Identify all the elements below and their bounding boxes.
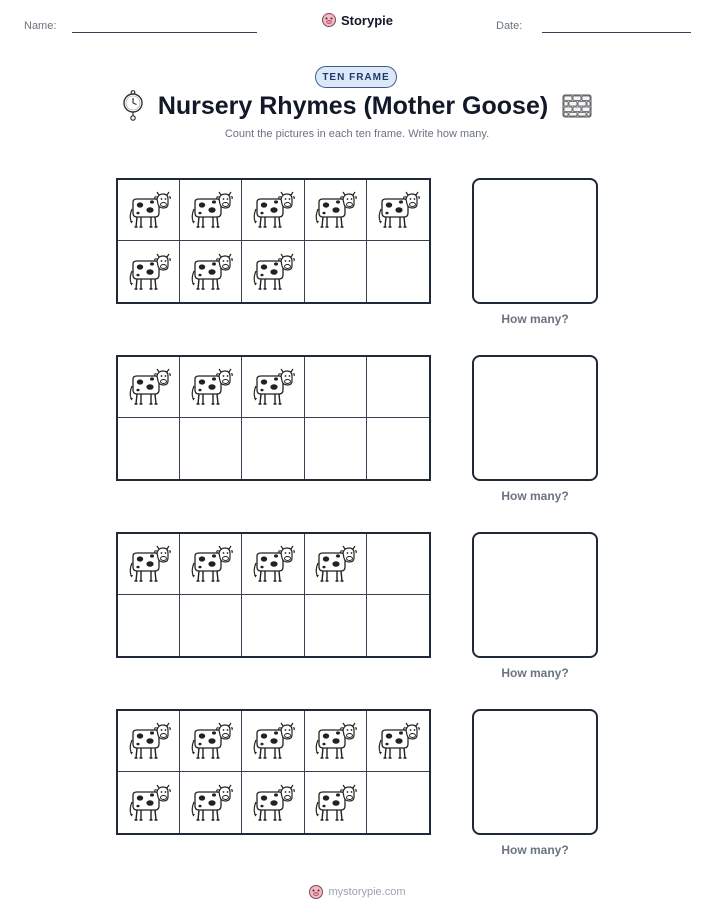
cow-icon <box>250 190 296 230</box>
ten-frame-1 <box>116 178 431 304</box>
cow-icon <box>126 721 172 761</box>
cow-icon <box>375 721 421 761</box>
stone-wall-icon <box>562 94 592 118</box>
ten-frame-cell <box>367 595 429 656</box>
ten-frame-cell <box>180 534 242 595</box>
brand-name: Storypie <box>340 12 393 28</box>
ten-frame-cell <box>118 241 180 302</box>
cow-icon <box>250 783 296 823</box>
ten-frame-cell <box>118 595 180 656</box>
ten-frame-cell <box>367 534 429 595</box>
ten-frame-cell <box>118 180 180 241</box>
ten-frame-cell <box>305 595 367 656</box>
ten-frame-cell <box>242 711 304 772</box>
cow-icon <box>250 367 296 407</box>
name-label: Name: <box>24 20 57 32</box>
ten-frame-cell <box>305 180 367 241</box>
cow-icon <box>250 721 296 761</box>
ten-frame-cell <box>242 418 304 479</box>
cow-icon <box>312 544 358 584</box>
ten-frame-cell <box>242 772 304 833</box>
how-many-label-3: How many? <box>501 666 569 680</box>
title-row <box>0 90 714 122</box>
ten-frame-cell <box>242 241 304 302</box>
brand-logo <box>0 12 714 28</box>
answer-box-1[interactable] <box>472 178 598 304</box>
cow-icon <box>188 367 234 407</box>
answer-box-2[interactable] <box>472 355 598 481</box>
ten-frame-2 <box>116 355 431 481</box>
cow-icon <box>126 544 172 584</box>
cow-icon <box>312 721 358 761</box>
cow-icon <box>126 190 172 230</box>
ten-frame-cell <box>180 595 242 656</box>
ten-frame-cell <box>180 357 242 418</box>
cow-icon <box>250 252 296 292</box>
ten-frame-cell <box>118 534 180 595</box>
how-many-label-4: How many? <box>501 843 569 857</box>
cow-icon <box>126 367 172 407</box>
ten-frame-cell <box>367 241 429 302</box>
page-title: Nursery Rhymes (Mother Goose) <box>157 91 549 120</box>
ten-frame-cell <box>180 418 242 479</box>
ten-frame-cell <box>180 711 242 772</box>
ten-frame-4 <box>116 709 431 835</box>
ten-frame-badge: TEN FRAME <box>315 66 397 88</box>
ten-frame-cell <box>242 357 304 418</box>
answer-box-4[interactable] <box>472 709 598 835</box>
ten-frame-cell <box>305 241 367 302</box>
cow-icon <box>126 783 172 823</box>
cow-icon <box>188 721 234 761</box>
ten-frame-cell <box>305 418 367 479</box>
ten-frame-cell <box>118 772 180 833</box>
footer-site: mystorypie.com <box>328 886 406 898</box>
ten-frame-cell <box>242 180 304 241</box>
ten-frame-cell <box>118 418 180 479</box>
ten-frame-cell <box>242 534 304 595</box>
cow-icon <box>375 190 421 230</box>
instructions: Count the pictures in each ten frame. Write how many. <box>224 128 490 140</box>
ten-frame-cell <box>242 595 304 656</box>
answer-box-3[interactable] <box>472 532 598 658</box>
ten-frame-cell <box>367 418 429 479</box>
how-many-label-2: How many? <box>501 489 569 503</box>
ten-frame-cell <box>305 534 367 595</box>
cow-icon <box>188 190 234 230</box>
ten-frame-cell <box>367 711 429 772</box>
cow-icon <box>188 783 234 823</box>
ten-frame-cell <box>367 357 429 418</box>
date-label: Date: <box>496 20 523 32</box>
ten-frame-cell <box>180 772 242 833</box>
ten-frame-cell <box>118 357 180 418</box>
cow-icon <box>312 783 358 823</box>
cow-icon <box>188 252 234 292</box>
pig-mascot-icon <box>321 12 337 28</box>
cow-icon <box>126 252 172 292</box>
footer <box>0 884 714 900</box>
date-line <box>542 32 691 33</box>
ten-frame-3 <box>116 532 431 658</box>
pocket-watch-icon <box>122 90 144 122</box>
ten-frame-cell <box>367 772 429 833</box>
ten-frame-cell <box>180 180 242 241</box>
ten-frame-cell <box>305 772 367 833</box>
ten-frame-cell <box>367 180 429 241</box>
pig-mascot-icon <box>308 884 324 900</box>
cow-icon <box>250 544 296 584</box>
ten-frame-cell <box>118 711 180 772</box>
how-many-label-1: How many? <box>501 312 569 326</box>
ten-frame-cell <box>305 711 367 772</box>
name-line <box>72 32 257 33</box>
ten-frame-cell <box>180 241 242 302</box>
ten-frame-cell <box>305 357 367 418</box>
cow-icon <box>188 544 234 584</box>
cow-icon <box>312 190 358 230</box>
